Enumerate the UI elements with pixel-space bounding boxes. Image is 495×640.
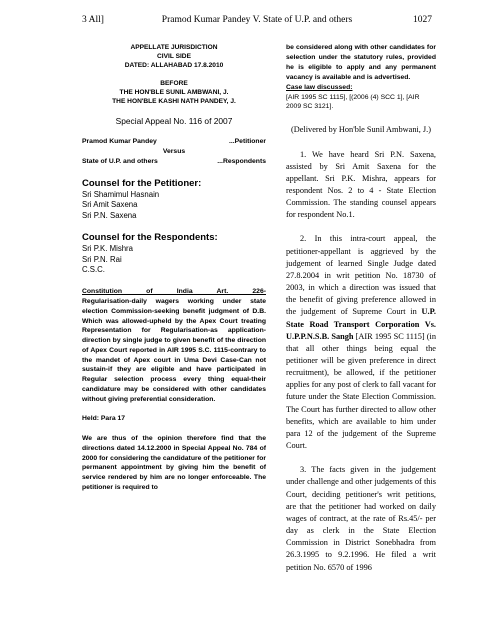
case-law-heading: Case law discussed: (286, 83, 353, 91)
counsel-petitioner-3: Sri P.N. Saxena (82, 210, 137, 220)
paragraph-2-part-c: [AIR 1995 SC 1115] (in that all other things being equal the petitioner will be given preference in direct recruitment), be allowed, if the petitioner applies for any post of clerk to fall vacant for future under the State Election Commission. The Court has further directed to allow other benefits, which are available to him under para 12 of the judgement of the Supreme Court. (286, 331, 436, 451)
counsel-respondent-3: C.S.C. (82, 265, 105, 275)
headnote-title: Constitution of India Art. 226- (82, 288, 266, 296)
right-column (286, 43, 436, 574)
counsel-respondent-heading: Counsel for the Respondents: (82, 232, 218, 244)
headnote (82, 287, 266, 404)
versus-row (82, 148, 266, 158)
left-column (82, 43, 266, 493)
paragraph-1: 1. We have heard Sri P.N. Saxena, assisted by Sri Amit Saxena for the appellant. Sri P.K. Mishra, appears for respondent Nos. 2 to 4 - State Election Commission. The standing counsel appears for respondent No.1. (286, 149, 436, 220)
counsel-petitioner-2: Sri Amit Saxena (82, 200, 138, 210)
petitioner-name: Pramod Kumar Pandey (82, 138, 157, 145)
headnote-continuation: be considered along with other candidates for selection under the statutory rules, provided he is eligible to apply and any permanent vacancy is available and is advertised. (286, 44, 436, 81)
case-law-list: [AIR 1995 SC 1115], [(2006 (4) SCC 1], [AIR 2009 SC 3121]. (286, 93, 420, 111)
paragraph-3: 3. The facts given in the judgement under challenge and other judgements of this Court, deciding petitioner's writ petitions, are that the petitioner had worked on daily wages of contract, at the rate of Rs.45/- per day as clerk in the State Election Commission in District Sonebhadra from 26.3.1995 to 9.2.1996. He filed a writ petition No. 6570 of 1996 (286, 465, 436, 572)
petitioner-row (82, 138, 266, 148)
page-header (82, 15, 432, 29)
judge-2: THE HON'BLE KASHI NATH PANDEY, J. (112, 98, 236, 105)
counsel-petitioner-heading: Counsel for the Petitioner: (82, 178, 202, 189)
held-body: We are thus of the opinion therefore find that the directions dated 14.12.2000 in Special Appeal No. 784 of 2000 for considering the candidature of the petitioner for permanent appointment by giving him the benefit of service rendered by him are no longer enforceable. The petitioner is required to (82, 435, 266, 491)
cited-case: U.P. State Road Transport Corporation Vs. U.P.P.N.S.B. Sangh (286, 307, 436, 341)
respondent-row (82, 158, 266, 168)
respondent-role: ...Respondents (217, 158, 266, 165)
before-label: BEFORE (160, 80, 188, 87)
jurisdiction: APPELLATE JURISDICTION (130, 44, 218, 51)
respondent-name: State of U.P. and others (82, 158, 158, 165)
delivered-by: (Delivered by Hon'ble Sunil Ambwani, J.) (291, 125, 431, 135)
headnote-body: Regularisation-daily wagers working under state election Commission-seeking benefit judgment of D.B. Which was allowed-upheld by the Apex Court treating Representation for Regularisation-as application-direction by single judge to given benefit of the direction of Apex Court reported in AIR 1995 S.C. 1115-contrary to the mandet of Apex court in Uma Devi Case-Can not sustain-if they are eligible and have participated in Regular selection process every thing equal-their candidature may be considered with other candidates without giving preferential consideration. (82, 298, 266, 403)
counsel-respondent-2: Sri P.N. Rai (82, 254, 122, 264)
petitioner-role: ...Petitioner (228, 138, 266, 145)
header-volume: 3 All] (82, 15, 104, 25)
versus-label: Versus (162, 148, 186, 155)
header-case-title: Pramod Kumar Pandey V. State of U.P. and others (161, 15, 353, 25)
side: CIVIL SIDE (157, 53, 191, 60)
counsel-petitioner-1: Sri Shamimul Hasnain (82, 190, 160, 199)
judge-1: THE HON'BLE SUNIL AMBWANI, J. (119, 89, 229, 96)
appeal-number: Special Appeal No. 116 of 2007 (115, 116, 233, 126)
paragraph-2 (286, 233, 436, 452)
counsel-respondent-1: Sri P.K. Mishra (82, 244, 133, 254)
page-number: 1027 (413, 15, 432, 25)
paragraph-2-part-a: 2. In this intra-court appeal, the petitioner-appellant is aggrieved by the judgement of learned Single Judge dated 27.8.2004 in writ petition No. 18730 of 2003, in which a direction was issued that the benefit of giving preference allowed in the judgement of Supreme Court in (286, 234, 436, 317)
decision-date: DATED: ALLAHABAD 17.8.2010 (124, 62, 224, 69)
held-label: Held: Para 17 (82, 415, 126, 423)
